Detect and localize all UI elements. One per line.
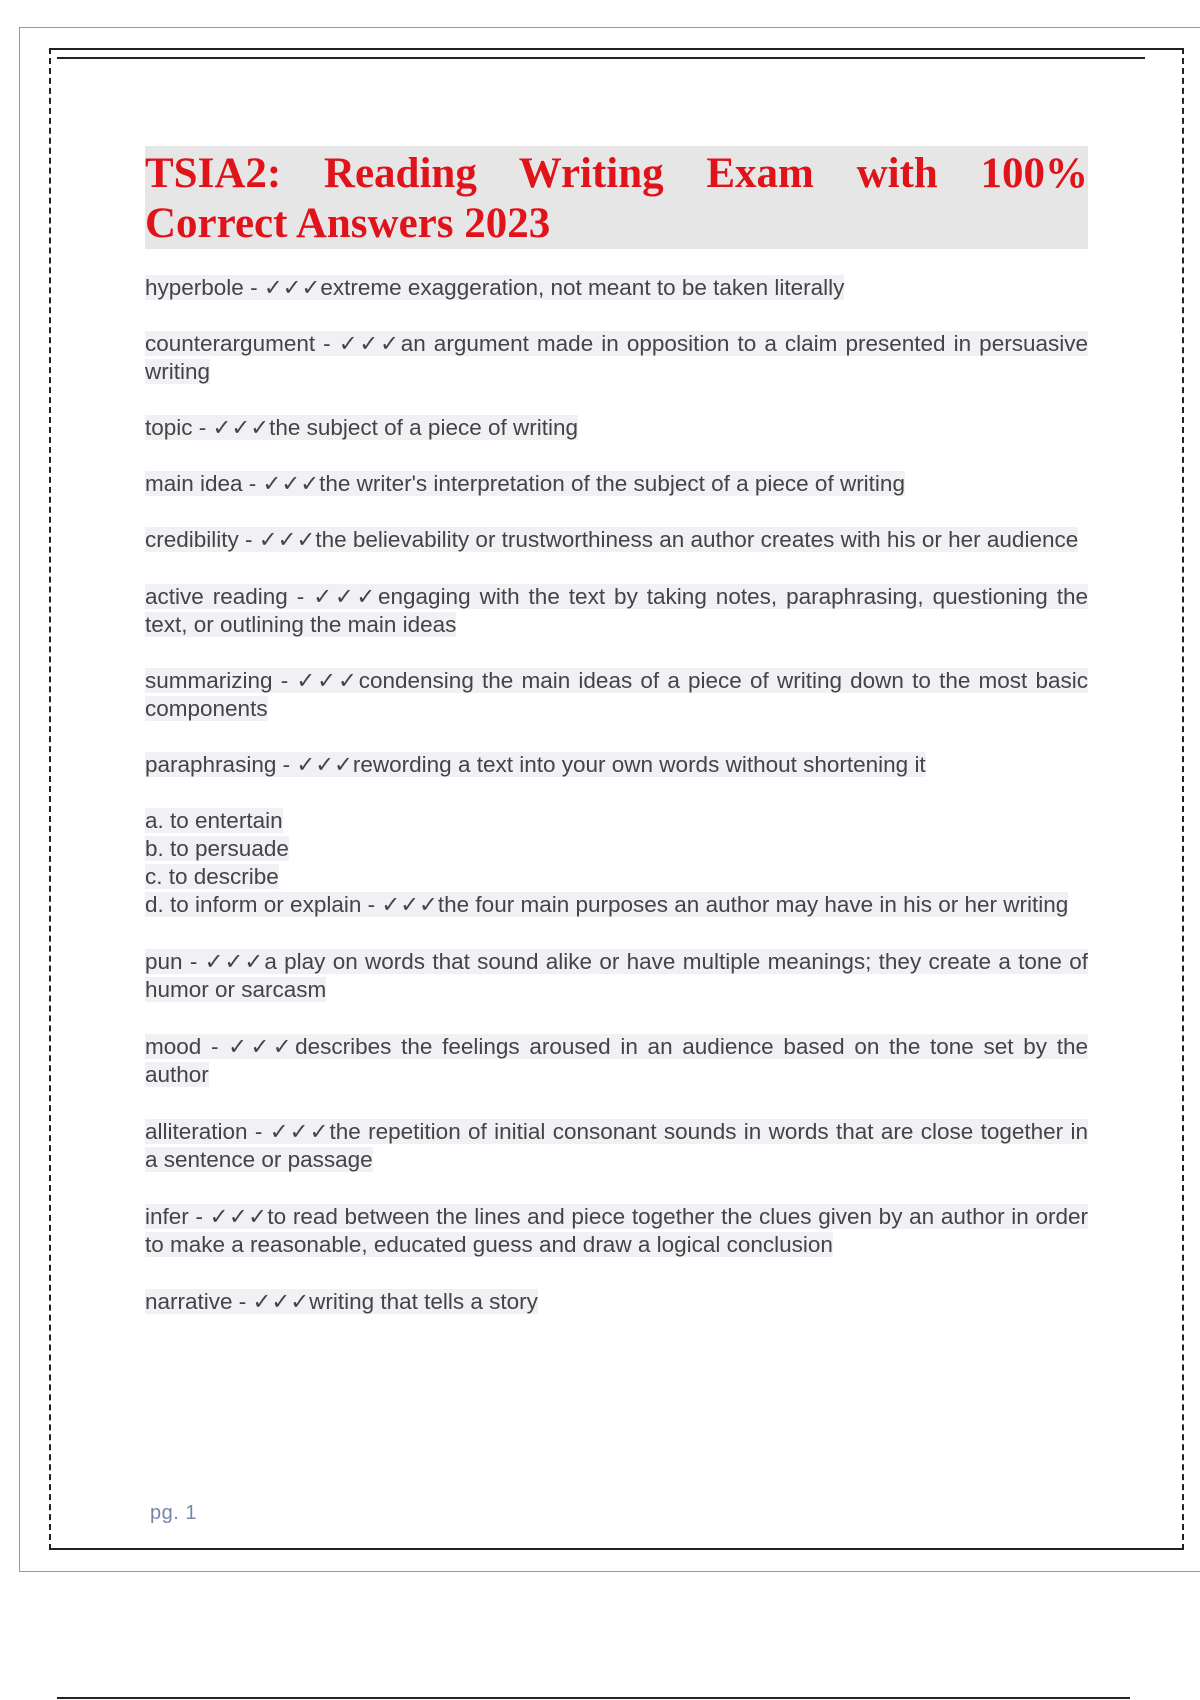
entry-text: paraphrasing - ✓✓✓rewording a text into your own words without shortening it (145, 752, 926, 777)
title-line-1: TSIA2: Reading Writing Exam with 100% (145, 150, 1088, 197)
entry-text: mood - ✓✓✓describes the feelings aroused in an audience based on the tone set by the author (145, 1034, 1088, 1087)
glossary-entry (145, 1118, 1088, 1174)
glossary-entry (145, 470, 1088, 498)
entry-text: pun - ✓✓✓a play on words that sound alike or have multiple meanings; they create a tone of humor or sarcasm (145, 949, 1088, 1002)
glossary-entry (145, 526, 1088, 554)
list-item: b. to persuade (145, 836, 289, 861)
entry-text: summarizing - ✓✓✓condensing the main ideas of a piece of writing down to the most basic components (145, 668, 1088, 721)
glossary-entry (145, 414, 1088, 442)
entry-text: hyperbole - ✓✓✓extreme exaggeration, not meant to be taken literally (145, 275, 845, 300)
glossary-entry (145, 667, 1088, 723)
glossary-entry (145, 1288, 1088, 1316)
glossary-entry (145, 751, 1088, 779)
entry-text: active reading - ✓✓✓engaging with the text by taking notes, paraphrasing, questioning the text, or outlining the main ideas (145, 584, 1088, 637)
page-number: pg. 1 (150, 1502, 197, 1524)
entry-text: topic - ✓✓✓the subject of a piece of writing (145, 415, 579, 440)
glossary-entry (145, 1203, 1088, 1259)
document-title (145, 146, 1088, 249)
glossary-entry (145, 948, 1088, 1004)
entry-text: main idea - ✓✓✓the writer's interpretation of the subject of a piece of writing (145, 471, 905, 496)
entry-text: infer - ✓✓✓to read between the lines and piece together the clues given by an author in order to make a reasonable, educated guess and draw a logical conclusion (145, 1204, 1088, 1257)
list-item: c. to describe (145, 864, 279, 889)
list-item: a. to entertain (145, 808, 283, 833)
entry-text: narrative - ✓✓✓writing that tells a story (145, 1289, 538, 1314)
purposes-list (145, 807, 1088, 919)
top-rule (57, 57, 1145, 59)
entry-text: counterargument - ✓✓✓an argument made in opposition to a claim presented in persuasive writing (145, 331, 1088, 384)
glossary-entry (145, 1033, 1088, 1089)
glossary-entry (145, 583, 1088, 639)
list-item: d. to inform or explain - ✓✓✓the four main purposes an author may have in his or her writing (145, 892, 1069, 917)
bottom-rule (57, 1697, 1130, 1699)
glossary-entries (145, 274, 1088, 1316)
glossary-entry (145, 274, 1088, 302)
glossary-entry (145, 330, 1088, 386)
entry-text: credibility - ✓✓✓the believability or trustworthiness an author creates with his or her audience (145, 527, 1079, 552)
entry-text: alliteration - ✓✓✓the repetition of initial consonant sounds in words that are close together in a sentence or passage (145, 1119, 1088, 1172)
title-line-2: Correct Answers 2023 (145, 200, 551, 247)
